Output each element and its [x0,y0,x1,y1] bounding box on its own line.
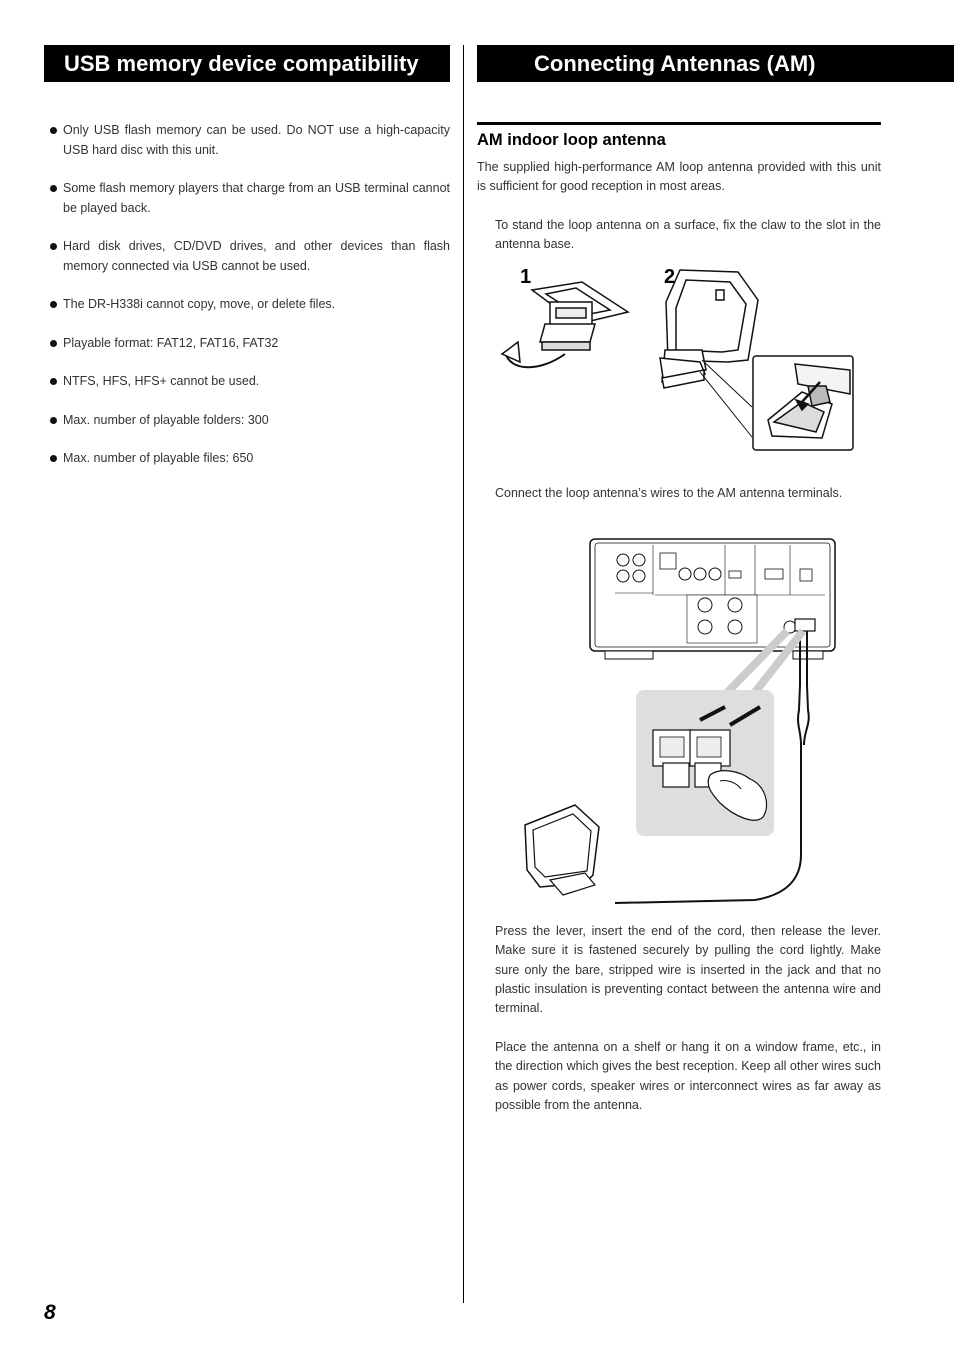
place-antenna-text: Place the antenna on a shelf or hang it on a window frame, etc., in the direction which gives the best reception. Keep all other wires such as power cords, speaker wires or interconnect wires as far away as possible from the antenna. [495,1040,881,1112]
usb-compatibility-header: USB memory device compatibility [44,45,450,82]
connecting-antennas-header: Connecting Antennas (AM) [477,45,954,82]
bullet-item: Some flash memory players that charge from an USB terminal cannot be played back. [47,179,450,218]
bullet-item: NTFS, HFS, HFS+ cannot be used. [47,372,450,392]
rear-panel-connection-illustration [515,535,845,910]
am-intro-text: The supplied high-performance AM loop antenna provided with this unit is sufficient for good reception in most areas. [477,160,881,194]
bullet-item: Max. number of playable files: 650 [47,449,450,469]
press-lever-text: Press the lever, insert the end of the cord, then release the lever. Make sure it is fastened securely by pulling the cord lightly. Make sure only the bare, stripped wire is inserted in the jack and that no plastic insulation is preventing contact between the antenna wire and terminal. [495,924,881,1016]
connect-wires-text: Connect the loop antenna’s wires to the AM antenna terminals. [495,486,843,500]
subsection-rule [477,122,881,125]
bullet-item: Playable format: FAT12, FAT16, FAT32 [47,334,450,354]
am-stand-text: To stand the loop antenna on a surface, fix the claw to the slot in the antenna base. [495,218,881,252]
step-2-label: 2 [664,266,676,288]
bullet-item: Only USB flash memory can be used. Do NOT use a high-capacity USB hard disc with this unit. [47,121,450,160]
column-divider [463,45,464,1303]
bullet-item: The DR-H338i cannot copy, move, or delete files. [47,295,450,315]
am-loop-subtitle: AM indoor loop antenna [477,131,666,149]
usb-bullet-list [47,121,450,469]
step-1-label: 1 [520,266,532,288]
bullet-item: Hard disk drives, CD/DVD drives, and other devices than flash memory connected via USB cannot be used. [47,237,450,276]
page-number: 8 [44,1301,56,1324]
bullet-item: Max. number of playable folders: 300 [47,411,450,431]
antenna-assembly-illustration [490,262,860,457]
